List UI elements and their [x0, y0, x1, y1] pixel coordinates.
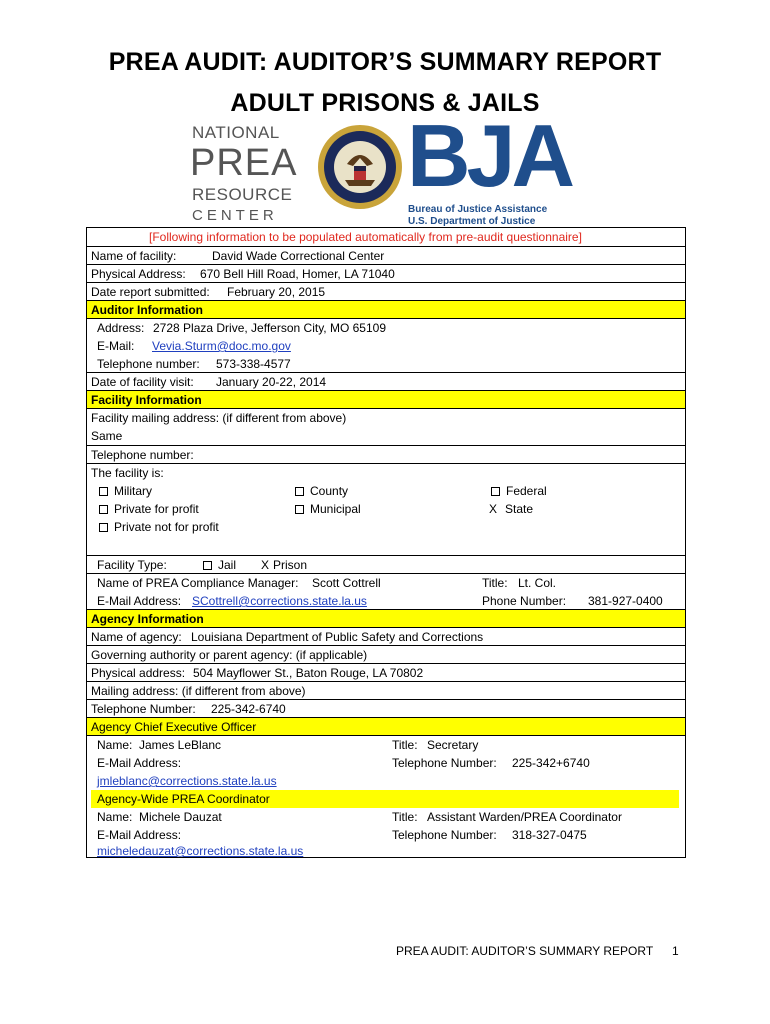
- state-option[interactable]: [489, 500, 533, 518]
- military-option[interactable]: [99, 482, 152, 500]
- facility-is-label: The facility is:: [91, 466, 164, 480]
- mailing-address-value-row: [87, 427, 685, 446]
- municipal-option[interactable]: [295, 500, 361, 518]
- report-subtitle: ADULT PRISONS & JAILS: [230, 89, 540, 117]
- mailing-address-row: [87, 409, 685, 427]
- ceo-title-value: Secretary: [427, 738, 479, 752]
- coord-email-link[interactable]: micheledauzat@corrections.state.la.us: [97, 844, 304, 858]
- facility-section-header: [87, 391, 685, 409]
- facility-is-row: [87, 464, 685, 482]
- mailing-address-label: Facility mailing address: (if different from above): [91, 411, 347, 425]
- ceo-email-row: [87, 772, 685, 790]
- nprc-line4: CENTER: [192, 207, 278, 224]
- visit-date-row: [87, 373, 685, 391]
- pcm-name: Scott Cottrell: [312, 576, 381, 590]
- facility-phone-row: [87, 446, 685, 464]
- visit-date-value: January 20-22, 2014: [216, 375, 327, 389]
- private-profit-option[interactable]: [99, 500, 199, 518]
- state-label: State: [505, 502, 534, 516]
- auditor-address-label: Address:: [97, 321, 145, 335]
- private-profit-label: Private for profit: [114, 502, 199, 516]
- auditor-email-label: E-Mail:: [97, 339, 135, 353]
- physical-address-value: 670 Bell Hill Road, Homer, LA 71040: [200, 267, 395, 281]
- ceo-email-link[interactable]: jmleblanc@corrections.state.la.us: [97, 774, 277, 788]
- date-submitted-label: Date report submitted:: [91, 285, 210, 299]
- ceo-phone-value: 225-342+6740: [512, 756, 590, 770]
- jail-option[interactable]: [203, 556, 236, 574]
- federal-option[interactable]: [491, 482, 547, 500]
- agency-address-row: [87, 664, 685, 682]
- nprc-line3: RESOURCE: [192, 185, 293, 204]
- auditor-section-title: Auditor Information: [91, 303, 203, 317]
- facility-name-row: [87, 247, 685, 265]
- coord-title-value: Assistant Warden/PREA Coordinator: [427, 810, 622, 824]
- coord-title-label: Title:: [392, 810, 418, 824]
- coord-name-value: Michele Dauzat: [139, 810, 222, 824]
- agency-mailing-row: [87, 682, 685, 700]
- checkbox-icon: [99, 487, 108, 496]
- page-footer: PREA AUDIT: AUDITOR’S SUMMARY REPORT: [396, 944, 654, 958]
- checked-x-icon: X: [261, 558, 270, 572]
- bja-letters: BJA: [407, 106, 572, 205]
- governing-label: Governing authority or parent agency: (if applicable): [91, 648, 368, 662]
- agency-address-label: Physical address:: [91, 666, 186, 680]
- facility-name-label: Name of facility:: [91, 249, 177, 263]
- ceo-section-title: Agency Chief Executive Officer: [91, 720, 257, 734]
- agency-name-label: Name of agency:: [91, 630, 182, 644]
- ceo-name-row: [87, 736, 685, 754]
- checked-x-icon: X: [489, 502, 498, 516]
- agency-section-title: Agency Information: [91, 612, 204, 626]
- note-row: [87, 228, 685, 247]
- federal-label: Federal: [506, 484, 547, 498]
- pcm-contact-row: [87, 592, 685, 610]
- auditor-phone-value: 573-338-4577: [216, 357, 291, 371]
- checkbox-icon: [99, 505, 108, 514]
- pcm-phone-label: Phone Number:: [482, 594, 567, 608]
- page-number: 1: [672, 944, 679, 958]
- pcm-label: Name of PREA Compliance Manager:: [97, 576, 299, 590]
- governing-row: [87, 646, 685, 664]
- checkbox-icon: [99, 523, 108, 532]
- physical-address-label: Physical Address:: [91, 267, 186, 281]
- nprc-logo: [190, 122, 300, 226]
- county-option[interactable]: [295, 482, 348, 500]
- ceo-contact-row: [87, 754, 685, 772]
- prison-label: Prison: [273, 558, 308, 572]
- agency-phone-label: Telephone Number:: [91, 702, 196, 716]
- auditor-phone-label: Telephone number:: [97, 357, 200, 371]
- agency-name-row: [87, 628, 685, 646]
- municipal-label: Municipal: [310, 502, 361, 516]
- county-label: County: [310, 484, 349, 498]
- mailing-address-value: Same: [91, 429, 123, 443]
- pcm-phone: 381-927-0400: [588, 594, 663, 608]
- pcm-email-label: E-Mail Address:: [97, 594, 182, 608]
- visit-date-label: Date of facility visit:: [91, 375, 194, 389]
- agency-section-header: [87, 610, 685, 628]
- report-title: PREA AUDIT: AUDITOR’S SUMMARY REPORT: [108, 48, 662, 76]
- coord-phone-value: 318-327-0475: [512, 828, 587, 842]
- jail-label: Jail: [218, 558, 237, 572]
- audit-form: [86, 227, 686, 858]
- agency-phone-value: 225-342-6740: [211, 702, 286, 716]
- pcm-email-link[interactable]: SCottrell@corrections.state.la.us: [192, 594, 367, 608]
- physical-address-row: [87, 265, 685, 283]
- facility-kind-label: Facility Type:: [97, 558, 167, 572]
- date-submitted-row: [87, 283, 685, 301]
- autopopulate-note: [Following information to be populated automatically from pre-audit questionnaire]: [149, 230, 582, 244]
- checkbox-icon: [295, 505, 304, 514]
- facility-kind-row: [87, 556, 685, 574]
- facility-type-row-3: [87, 518, 685, 556]
- ceo-name-value: James LeBlanc: [139, 738, 222, 752]
- date-submitted-value: February 20, 2015: [227, 285, 326, 299]
- facility-type-row-2: [87, 500, 685, 518]
- private-nonprofit-label: Private not for profit: [114, 520, 219, 534]
- coord-email-label: E-Mail Address:: [97, 828, 182, 842]
- facility-name-value: David Wade Correctional Center: [212, 249, 385, 263]
- agency-mailing-label: Mailing address: (if different from above): [91, 684, 306, 698]
- ceo-section-header: [87, 718, 685, 736]
- nprc-line2: PREA: [190, 142, 298, 184]
- auditor-email-link[interactable]: Vevia.Sturm@doc.mo.gov: [152, 339, 291, 353]
- agency-name-value: Louisiana Department of Public Safety and Corrections: [191, 630, 484, 644]
- ceo-email-label: E-Mail Address:: [97, 756, 182, 770]
- agency-phone-row: [87, 700, 685, 718]
- auditor-phone-row: [87, 355, 685, 373]
- coord-phone-label: Telephone Number:: [392, 828, 497, 842]
- coord-email-row: [87, 842, 685, 858]
- coord-name-label: Name:: [97, 810, 133, 824]
- auditor-address-value: 2728 Plaza Drive, Jefferson City, MO 65109: [153, 321, 387, 335]
- ceo-name-label: Name:: [97, 738, 133, 752]
- checkbox-icon: [203, 561, 212, 570]
- nprc-line1: NATIONAL: [192, 123, 280, 142]
- doj-seal-icon: [317, 124, 403, 210]
- auditor-address-row: [87, 319, 685, 337]
- checkbox-icon: [295, 487, 304, 496]
- pcm-row: [87, 574, 685, 592]
- ceo-title-label: Title:: [392, 738, 418, 752]
- coord-name-row: [87, 808, 685, 826]
- private-nonprofit-option[interactable]: [99, 518, 219, 536]
- bja-line2: U.S. Department of Justice: [408, 216, 536, 227]
- military-label: Military: [114, 484, 152, 498]
- bja-logo: [405, 106, 575, 230]
- auditor-section-header: [87, 301, 685, 319]
- checkbox-icon: [491, 487, 500, 496]
- prison-option[interactable]: [261, 556, 307, 574]
- facility-type-row-1: [87, 482, 685, 500]
- facility-section-title: Facility Information: [91, 393, 202, 407]
- bja-line1: Bureau of Justice Assistance: [408, 204, 548, 215]
- agency-address-value: 504 Mayflower St., Baton Rouge, LA 70802: [193, 666, 424, 680]
- auditor-email-row: [87, 337, 685, 355]
- facility-phone-label: Telephone number:: [91, 448, 194, 462]
- pcm-title-label: Title:: [482, 576, 508, 590]
- pcm-title: Lt. Col.: [518, 576, 557, 590]
- ceo-phone-label: Telephone Number:: [392, 756, 497, 770]
- coord-section-row: [87, 790, 685, 808]
- coord-section-title: Agency-Wide PREA Coordinator: [91, 790, 679, 808]
